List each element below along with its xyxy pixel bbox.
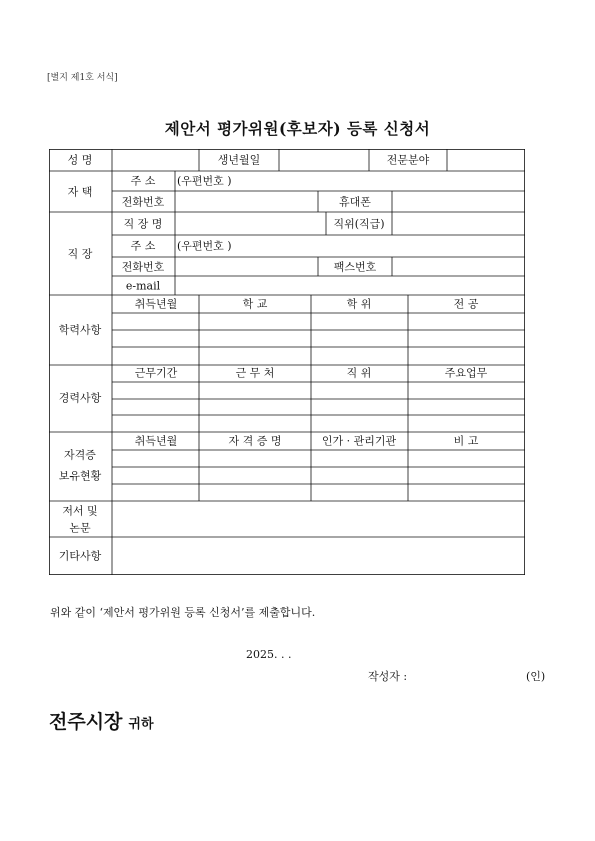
mobile-label: 휴대폰 [339,195,371,209]
position-label: 직위(직급) [333,217,385,231]
education-section-label: 학력사항 [58,323,102,337]
document-title: 제안서 평가위원(후보자) 등록 신청서 [164,119,431,138]
author-label: 작성자 : [368,670,408,683]
work-phone-label: 전화번호 [121,260,165,274]
education-header-date: 취득년월 [134,297,178,311]
work-postcode: (우편번호 ) [177,239,232,253]
seal-mark: (인) [526,670,546,683]
career-header-period: 근무기간 [134,366,178,380]
addressee-name: 전주시장 [49,711,123,733]
career-header-duties: 주요업무 [444,366,488,380]
license-section-label-line1: 자격증 [64,448,96,462]
addressee [49,707,154,734]
work-address-label: 주 소 [130,239,156,253]
home-address-label: 주 소 [130,174,156,188]
specialty-label: 전문분야 [386,153,430,167]
form-grid-lines [49,149,525,575]
email-label: e-mail [125,279,161,293]
career-header-workplace: 근 무 처 [235,366,275,380]
license-section-label-line2: 보유현황 [58,469,102,483]
publications-label-line2: 논문 [69,521,91,535]
name-label: 성 명 [67,153,93,167]
publications-label-line1: 저서 및 [62,504,98,518]
application-form-table [49,149,525,575]
home-phone-label: 전화번호 [121,195,165,209]
other-label: 기타사항 [58,549,102,563]
license-header-date: 취득년월 [134,434,178,448]
home-postcode: (우편번호 ) [177,174,232,188]
career-header-position: 직 위 [346,366,372,380]
education-header-school: 학 교 [242,297,268,311]
submission-statement: 위와 같이 ‘제안서 평가위원 등록 신청서’를 제출합니다. [50,606,316,619]
home-section-label: 자 택 [67,185,93,199]
submission-date: 2025. . . [246,648,292,661]
license-header-name: 자 격 증 명 [228,434,282,448]
license-header-authority: 인가 · 관리기관 [321,434,397,448]
career-section-label: 경력사항 [58,391,102,405]
workplace-label: 직 장 명 [123,217,163,231]
license-header-remarks: 비 고 [453,434,479,448]
work-section-label: 직 장 [67,247,93,261]
fax-label: 팩스번호 [333,260,377,274]
education-header-degree: 학 위 [346,297,372,311]
birth-date-label: 생년월일 [217,153,261,167]
form-number: [별지 제1호 서식] [47,73,118,83]
education-header-major: 전 공 [453,297,479,311]
addressee-honorific: 귀하 [128,717,154,732]
